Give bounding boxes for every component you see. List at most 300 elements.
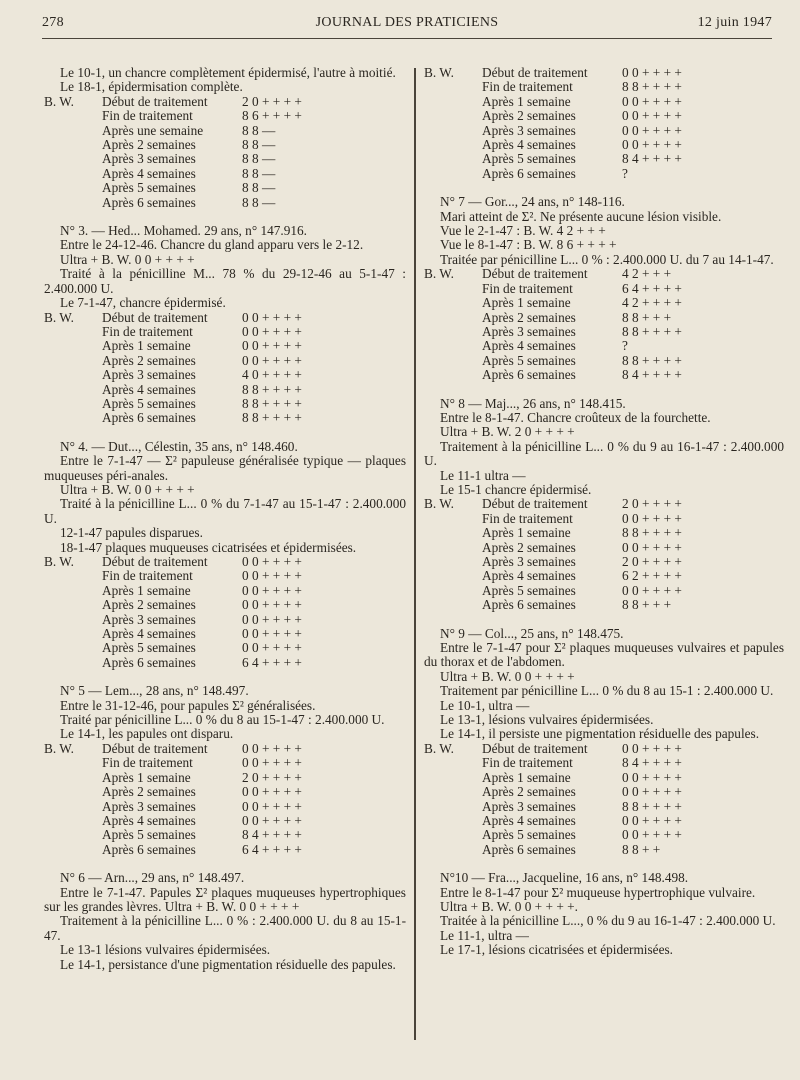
bw-result: 8 8 + + + + bbox=[622, 79, 682, 95]
bw-timepoint: Après 2 semaines bbox=[102, 352, 196, 368]
case-title: N° 8 — Maj..., 26 ans, n° 148.415. bbox=[440, 395, 626, 411]
bw-timepoint: Après 1 semaine bbox=[102, 338, 191, 354]
bw-result: 8 8 + + + + bbox=[622, 798, 682, 814]
bw-timepoint: Après 3 semaines bbox=[102, 367, 196, 383]
paragraph: Le 7-1-47, chancre épidermisé. bbox=[60, 295, 226, 311]
bw-label bbox=[44, 368, 102, 382]
paragraph: Le 14-1, les papules ont disparu. bbox=[60, 726, 234, 742]
bw-timepoint: Après 5 semaines bbox=[102, 640, 196, 656]
bw-result: 8 8 — bbox=[242, 194, 276, 210]
bw-label bbox=[44, 181, 102, 195]
bw-timepoint: Après 6 semaines bbox=[102, 841, 196, 857]
bw-result: 0 0 + + + + bbox=[242, 309, 302, 325]
bw-row bbox=[424, 80, 682, 94]
bw-timepoint: Fin de traitement bbox=[482, 510, 573, 526]
paragraph: Le 14-1, persistance d'une pigmentation résiduelle des papules. bbox=[60, 956, 396, 972]
bw-row bbox=[424, 843, 682, 857]
bw-timepoint: Après 6 semaines bbox=[482, 165, 576, 181]
bw-row bbox=[424, 497, 682, 511]
bw-label bbox=[44, 167, 102, 181]
bw-timepoint: Après 4 semaines bbox=[102, 381, 196, 397]
bw-label bbox=[44, 814, 102, 828]
bw-label bbox=[424, 109, 482, 123]
bw-label bbox=[44, 627, 102, 641]
bw-result: 0 0 + + + + bbox=[622, 582, 682, 598]
bw-result: 0 0 + + + + bbox=[622, 740, 682, 756]
bw-result: 6 4 + + + + bbox=[242, 654, 302, 670]
bw-row bbox=[44, 843, 302, 857]
bw-timepoint: Après 4 semaines bbox=[482, 338, 576, 354]
bw-label bbox=[424, 354, 482, 368]
paragraph: Traité par pénicilline L... 0 % du 8 au 15-1-47 : 2.400.000 U. bbox=[60, 712, 385, 728]
bw-timepoint: Après 5 semaines bbox=[482, 352, 576, 368]
paragraph: Entre le 7-1-47. Papules Σ² plaques muqueuses hypertrophiques sur les grandes lèvres. Ultra + B. W. 0 0 + + + + bbox=[44, 884, 406, 914]
bw-row bbox=[44, 397, 302, 411]
bw-row bbox=[424, 541, 682, 555]
bw-label bbox=[44, 354, 102, 368]
paragraph: Le 10-1, un chancre complètement épidermisé, l'autre à moitié. bbox=[60, 65, 396, 80]
bw-timepoint: Après 2 semaines bbox=[482, 309, 576, 325]
bw-timepoint: Après 4 semaines bbox=[482, 137, 576, 153]
paragraph: 12-1-47 papules disparues. bbox=[60, 525, 203, 541]
bw-label bbox=[44, 771, 102, 785]
paragraph: Ultra + B. W. 2 0 + + + + bbox=[440, 424, 575, 440]
paragraph: Vue le 2-1-47 : B. W. 4 2 + + + bbox=[440, 223, 606, 239]
page-number: 278 bbox=[42, 15, 64, 30]
bw-row bbox=[44, 771, 302, 785]
bw-result: 0 0 + + + + bbox=[242, 352, 302, 368]
bw-timepoint: Début de traitement bbox=[102, 309, 208, 325]
bw-timepoint: Après 2 semaines bbox=[482, 108, 576, 124]
bw-timepoint: Après 1 semaine bbox=[102, 769, 191, 785]
bw-row bbox=[424, 152, 682, 166]
bw-row bbox=[424, 742, 682, 756]
bw-label bbox=[44, 800, 102, 814]
bw-label bbox=[44, 584, 102, 598]
bw-label bbox=[44, 397, 102, 411]
bw-timepoint: Après 6 semaines bbox=[482, 597, 576, 613]
bw-label bbox=[424, 814, 482, 828]
paragraph: Entre le 8-1-47. Chancre croûteux de la fourchette. bbox=[440, 409, 711, 425]
bw-table bbox=[424, 267, 682, 382]
paragraph: Le 10-1, ultra — bbox=[440, 697, 530, 713]
bw-timepoint: Après 2 semaines bbox=[102, 597, 196, 613]
bw-label bbox=[424, 843, 482, 857]
bw-table bbox=[44, 95, 302, 210]
paragraph: Mari atteint de Σ². Ne présente aucune lésion visible. bbox=[440, 208, 722, 224]
paragraph: Le 13-1, lésions vulvaires épidermisées. bbox=[440, 712, 654, 728]
bw-table bbox=[424, 497, 682, 612]
bw-timepoint: Après 5 semaines bbox=[482, 827, 576, 843]
bw-label bbox=[424, 368, 482, 382]
bw-table bbox=[44, 555, 302, 670]
paragraph: Ultra + B. W. 0 0 + + + + bbox=[60, 481, 195, 497]
paragraph: Traitement à la pénicilline L... 0 % du 9 au 16-1-47 : 2.400.000 U. bbox=[424, 438, 784, 469]
bw-row bbox=[44, 627, 302, 641]
bw-timepoint: Après 2 semaines bbox=[102, 784, 196, 800]
bw-row bbox=[44, 814, 302, 828]
bw-timepoint: Après 5 semaines bbox=[102, 395, 196, 411]
bw-timepoint: Après 1 semaine bbox=[482, 93, 571, 109]
bw-result: 2 0 + + + + bbox=[622, 496, 682, 512]
case-title: N° 6 — Arn..., 29 ans, n° 148.497. bbox=[60, 870, 245, 886]
bw-result: 0 0 + + + + bbox=[242, 611, 302, 627]
bw-result: 4 2 + + + + bbox=[622, 295, 682, 311]
paragraph: Traitée à la pénicilline L..., 0 % du 9 au 16-1-47 : 2.400.000 U. bbox=[440, 913, 776, 929]
bw-timepoint: Après 3 semaines bbox=[482, 323, 576, 339]
issue-date: 12 juin 1947 bbox=[697, 15, 772, 30]
bw-timepoint: Début de traitement bbox=[482, 740, 588, 756]
bw-timepoint: Après 6 semaines bbox=[482, 367, 576, 383]
paragraph: Le 18-1, épidermisation complète. bbox=[60, 79, 243, 95]
bw-timepoint: Après 3 semaines bbox=[482, 554, 576, 569]
bw-row bbox=[424, 368, 682, 382]
bw-row bbox=[44, 167, 302, 181]
bw-row bbox=[424, 282, 682, 296]
bw-row bbox=[44, 656, 302, 670]
bw-timepoint: Après 6 semaines bbox=[102, 410, 196, 426]
bw-label: B. W. bbox=[424, 740, 454, 756]
case-title: N° 7 — Gor..., 24 ans, n° 148-116. bbox=[440, 194, 625, 210]
bw-result: 8 8 + + + + bbox=[242, 410, 302, 426]
bw-label bbox=[424, 800, 482, 814]
paragraph: Le 11-1 ultra — bbox=[440, 467, 526, 483]
bw-timepoint: Après 1 semaine bbox=[102, 582, 191, 598]
bw-timepoint: Fin de traitement bbox=[102, 568, 193, 584]
bw-result: 0 0 + + + + bbox=[242, 597, 302, 613]
bw-result: 8 4 + + + + bbox=[622, 755, 682, 771]
bw-timepoint: Après 3 semaines bbox=[102, 611, 196, 627]
bw-row bbox=[44, 109, 302, 123]
bw-row bbox=[44, 555, 302, 569]
bw-result: 0 0 + + + + bbox=[242, 798, 302, 814]
bw-result: 0 0 + + + + bbox=[622, 122, 682, 138]
bw-result: 8 8 — bbox=[242, 122, 276, 138]
bw-timepoint: Après 3 semaines bbox=[482, 798, 576, 814]
bw-row bbox=[424, 555, 682, 569]
paragraph: Le 14-1, il persiste une pigmentation résiduelle des papules. bbox=[440, 726, 760, 742]
bw-row bbox=[44, 800, 302, 814]
bw-result: 0 0 + + + + bbox=[242, 582, 302, 598]
bw-row bbox=[424, 311, 682, 325]
bw-row bbox=[424, 526, 682, 540]
left-column bbox=[44, 66, 406, 972]
paragraph: Entre le 7-1-47 pour Σ² plaques muqueuses vulvaires et papules du thorax et de l'abdomen. bbox=[424, 640, 784, 670]
bw-result: 0 0 + + + + bbox=[242, 338, 302, 354]
case-title: N° 4. — Dut..., Célestin, 35 ans, n° 148.460. bbox=[60, 438, 298, 454]
bw-label: B. W. bbox=[44, 554, 74, 569]
bw-row bbox=[424, 584, 682, 598]
bw-row bbox=[44, 311, 302, 325]
bw-timepoint: Après 3 semaines bbox=[102, 798, 196, 814]
bw-row bbox=[44, 325, 302, 339]
bw-row bbox=[424, 325, 682, 339]
bw-label bbox=[44, 828, 102, 842]
bw-timepoint: Fin de traitement bbox=[102, 755, 193, 771]
paragraph: Le 15-1 chancre épidermisé. bbox=[440, 481, 592, 497]
bw-timepoint: Fin de traitement bbox=[102, 323, 193, 339]
bw-result: 8 8 + + + bbox=[622, 597, 672, 613]
bw-label bbox=[424, 152, 482, 166]
bw-label bbox=[424, 167, 482, 181]
bw-row bbox=[44, 569, 302, 583]
bw-label bbox=[44, 109, 102, 123]
bw-result: 8 8 — bbox=[242, 180, 276, 196]
case-title: N° 5 — Lem..., 28 ans, n° 148.497. bbox=[60, 683, 249, 699]
bw-timepoint: Fin de traitement bbox=[482, 755, 573, 771]
paragraph: Ultra + B. W. 0 0 + + + +. bbox=[440, 898, 578, 914]
bw-timepoint: Après 2 semaines bbox=[482, 539, 576, 555]
bw-timepoint: Après 4 semaines bbox=[482, 568, 576, 584]
bw-row bbox=[44, 95, 302, 109]
bw-row bbox=[44, 354, 302, 368]
bw-row bbox=[424, 800, 682, 814]
bw-result: 8 4 + + + + bbox=[242, 827, 302, 843]
bw-row bbox=[424, 339, 682, 353]
bw-label bbox=[44, 569, 102, 583]
bw-label bbox=[424, 124, 482, 138]
bw-label bbox=[424, 569, 482, 583]
bw-label bbox=[424, 339, 482, 353]
paragraph: Traitement par pénicilline L... 0 % du 8 au 15-1 : 2.400.000 U. bbox=[440, 683, 774, 699]
bw-result: 0 0 + + + + bbox=[242, 755, 302, 771]
bw-timepoint: Après 6 semaines bbox=[102, 194, 196, 210]
bw-result: 0 0 + + + + bbox=[622, 65, 682, 80]
bw-label bbox=[424, 282, 482, 296]
bw-timepoint: Après 4 semaines bbox=[102, 626, 196, 642]
bw-row bbox=[44, 411, 302, 425]
paragraph: Traité à la pénicilline L... 0 % du 7-1-47 au 15-1-47 : 2.400.000 U. bbox=[44, 496, 406, 526]
bw-label bbox=[424, 584, 482, 598]
bw-label bbox=[44, 339, 102, 353]
bw-result: 0 0 + + + + bbox=[242, 784, 302, 800]
bw-row bbox=[424, 785, 682, 799]
bw-result: 2 0 + + + + bbox=[242, 769, 302, 785]
bw-timepoint: Début de traitement bbox=[102, 740, 208, 756]
bw-label bbox=[424, 325, 482, 339]
bw-label: B. W. bbox=[424, 496, 454, 512]
bw-result: 8 8 + + bbox=[622, 841, 661, 857]
bw-timepoint: Après 5 semaines bbox=[482, 582, 576, 598]
bw-row bbox=[424, 828, 682, 842]
bw-row bbox=[44, 756, 302, 770]
bw-result: 8 8 — bbox=[242, 137, 276, 153]
bw-label bbox=[44, 124, 102, 138]
bw-timepoint: Après 5 semaines bbox=[102, 827, 196, 843]
bw-timepoint: Début de traitement bbox=[482, 496, 588, 512]
bw-result: 0 0 + + + + bbox=[622, 510, 682, 526]
paragraph: Traitée par pénicilline L... 0 % : 2.400.000 U. du 7 au 14-1-47. bbox=[440, 251, 774, 267]
bw-result: 8 8 — bbox=[242, 151, 276, 167]
bw-label: B. W. bbox=[44, 309, 74, 325]
bw-result: 0 0 + + + + bbox=[622, 539, 682, 555]
bw-timepoint: Après 1 semaine bbox=[482, 769, 571, 785]
bw-result: 8 8 — bbox=[242, 165, 276, 181]
bw-label bbox=[424, 756, 482, 770]
bw-timepoint: Après 3 semaines bbox=[102, 151, 196, 167]
paragraph: Ultra + B. W. 0 0 + + + + bbox=[60, 251, 195, 267]
bw-label: B. W. bbox=[44, 740, 74, 756]
bw-label bbox=[424, 771, 482, 785]
bw-row bbox=[424, 267, 682, 281]
bw-row bbox=[44, 181, 302, 195]
bw-row bbox=[424, 354, 682, 368]
column-divider bbox=[414, 68, 416, 1040]
bw-timepoint: Après 1 semaine bbox=[482, 525, 571, 541]
bw-label bbox=[44, 196, 102, 210]
bw-timepoint: Fin de traitement bbox=[482, 280, 573, 296]
bw-result: 6 2 + + + + bbox=[622, 568, 682, 584]
bw-row bbox=[424, 124, 682, 138]
bw-timepoint: Début de traitement bbox=[102, 93, 208, 109]
bw-row bbox=[44, 641, 302, 655]
bw-result: 0 0 + + + + bbox=[622, 784, 682, 800]
bw-label bbox=[424, 828, 482, 842]
bw-label bbox=[44, 785, 102, 799]
bw-label bbox=[424, 311, 482, 325]
bw-row bbox=[424, 756, 682, 770]
bw-row bbox=[44, 196, 302, 210]
bw-result: 0 0 + + + + bbox=[622, 827, 682, 843]
paragraph: Entre le 24-12-46. Chancre du gland apparu vers le 2-12. bbox=[60, 237, 364, 253]
bw-label bbox=[44, 325, 102, 339]
bw-timepoint: Après 5 semaines bbox=[482, 151, 576, 167]
bw-row bbox=[424, 512, 682, 526]
bw-result: 2 0 + + + + bbox=[242, 93, 302, 109]
paragraph: Le 11-1, ultra — bbox=[440, 927, 529, 943]
bw-table bbox=[44, 311, 302, 426]
bw-label bbox=[424, 555, 482, 569]
bw-timepoint: Début de traitement bbox=[482, 65, 588, 80]
bw-timepoint: Après une semaine bbox=[102, 122, 204, 138]
bw-label bbox=[44, 641, 102, 655]
bw-label: B. W. bbox=[424, 65, 454, 80]
bw-label bbox=[424, 526, 482, 540]
bw-row bbox=[424, 296, 682, 310]
bw-label bbox=[44, 138, 102, 152]
bw-timepoint: Après 2 semaines bbox=[102, 137, 196, 153]
bw-result: 6 4 + + + + bbox=[622, 280, 682, 296]
bw-label bbox=[44, 411, 102, 425]
bw-label bbox=[424, 512, 482, 526]
bw-timepoint: Après 4 semaines bbox=[102, 812, 196, 828]
bw-label bbox=[424, 80, 482, 94]
bw-label bbox=[424, 541, 482, 555]
bw-row bbox=[44, 828, 302, 842]
bw-result: ? bbox=[622, 338, 628, 354]
bw-result: 8 4 + + + + bbox=[622, 367, 682, 383]
bw-result: 0 0 + + + + bbox=[242, 554, 302, 569]
bw-label bbox=[44, 383, 102, 397]
bw-timepoint: Après 4 semaines bbox=[482, 812, 576, 828]
paragraph: Ultra + B. W. 0 0 + + + + bbox=[440, 668, 575, 684]
bw-label bbox=[424, 296, 482, 310]
bw-label bbox=[44, 756, 102, 770]
bw-label bbox=[44, 656, 102, 670]
bw-result: 8 6 + + + + bbox=[242, 108, 302, 124]
bw-row bbox=[44, 383, 302, 397]
bw-row bbox=[424, 66, 682, 80]
bw-row bbox=[44, 339, 302, 353]
bw-timepoint: Fin de traitement bbox=[482, 79, 573, 95]
bw-label bbox=[424, 138, 482, 152]
bw-result: 0 0 + + + + bbox=[622, 769, 682, 785]
bw-result: 0 0 + + + + bbox=[622, 93, 682, 109]
bw-timepoint: Après 6 semaines bbox=[102, 654, 196, 670]
bw-row bbox=[44, 138, 302, 152]
bw-timepoint: Après 4 semaines bbox=[102, 165, 196, 181]
bw-row bbox=[44, 152, 302, 166]
bw-row bbox=[424, 95, 682, 109]
paragraph: Traitement à la pénicilline L... 0 % : 2.400.000 U. du 8 au 15-1-47. bbox=[44, 913, 406, 943]
bw-label: B. W. bbox=[424, 266, 454, 282]
bw-result: 8 8 + + + + bbox=[242, 381, 302, 397]
bw-result: 0 0 + + + + bbox=[242, 626, 302, 642]
paragraph: Vue le 8-1-47 : B. W. 8 6 + + + + bbox=[440, 237, 617, 253]
bw-result: 8 8 + + + bbox=[622, 309, 672, 325]
bw-label bbox=[44, 613, 102, 627]
bw-label: B. W. bbox=[44, 93, 74, 109]
paragraph: 18-1-47 plaques muqueuses cicatrisées et épidermisées. bbox=[60, 539, 357, 555]
bw-result: ? bbox=[622, 165, 628, 181]
case-title: N° 3. — Hed... Mohamed. 29 ans, n° 147.916. bbox=[60, 223, 307, 239]
bw-timepoint: Fin de traitement bbox=[102, 108, 193, 124]
bw-result: 0 0 + + + + bbox=[622, 812, 682, 828]
bw-label bbox=[44, 152, 102, 166]
bw-result: 4 0 + + + + bbox=[242, 367, 302, 383]
bw-row bbox=[424, 598, 682, 612]
bw-timepoint: Après 2 semaines bbox=[482, 784, 576, 800]
bw-label bbox=[44, 598, 102, 612]
bw-result: 0 0 + + + + bbox=[622, 137, 682, 153]
bw-label bbox=[44, 843, 102, 857]
bw-result: 8 8 + + + + bbox=[622, 525, 682, 541]
bw-result: 6 4 + + + + bbox=[242, 841, 302, 857]
journal-title: JOURNAL DES PRATICIENS bbox=[315, 15, 499, 30]
bw-row bbox=[424, 569, 682, 583]
paragraph: Entre le 8-1-47 pour Σ² muqueuse hypertrophique vulvaire. bbox=[440, 884, 756, 900]
bw-row bbox=[424, 138, 682, 152]
bw-result: 8 8 + + + + bbox=[622, 323, 682, 339]
paragraph: Le 17-1, lésions cicatrisées et épidermisées. bbox=[440, 942, 673, 958]
bw-timepoint: Début de traitement bbox=[482, 266, 588, 282]
bw-timepoint: Après 1 semaine bbox=[482, 295, 571, 311]
bw-result: 0 0 + + + + bbox=[242, 323, 302, 339]
page-header bbox=[42, 16, 772, 39]
paragraph: Entre le 7-1-47 — Σ² papuleuse généralisée typique — plaques muqueuses péri-anales. bbox=[44, 453, 406, 483]
paragraph: Traité à la pénicilline M... 78 % du 29-12-46 au 5-1-47 : 2.400.000 U. bbox=[44, 266, 406, 296]
bw-result: 0 0 + + + + bbox=[242, 740, 302, 756]
bw-row bbox=[424, 109, 682, 123]
paragraph: Le 13-1 lésions vulvaires épidermisées. bbox=[60, 942, 271, 958]
bw-timepoint: Début de traitement bbox=[102, 554, 208, 569]
bw-row bbox=[44, 598, 302, 612]
bw-result: 8 4 + + + + bbox=[622, 151, 682, 167]
bw-result: 4 2 + + + bbox=[622, 266, 672, 282]
bw-row bbox=[424, 771, 682, 785]
bw-result: 2 0 + + + + bbox=[622, 554, 682, 569]
bw-row bbox=[44, 613, 302, 627]
bw-label bbox=[424, 598, 482, 612]
bw-row bbox=[44, 785, 302, 799]
bw-result: 0 0 + + + + bbox=[242, 568, 302, 584]
bw-result: 8 8 + + + + bbox=[622, 352, 682, 368]
bw-label bbox=[424, 95, 482, 109]
bw-label bbox=[424, 785, 482, 799]
case-title: N°10 — Fra..., Jacqueline, 16 ans, n° 148.498. bbox=[440, 870, 689, 886]
bw-table bbox=[44, 742, 302, 857]
bw-table bbox=[424, 742, 682, 857]
